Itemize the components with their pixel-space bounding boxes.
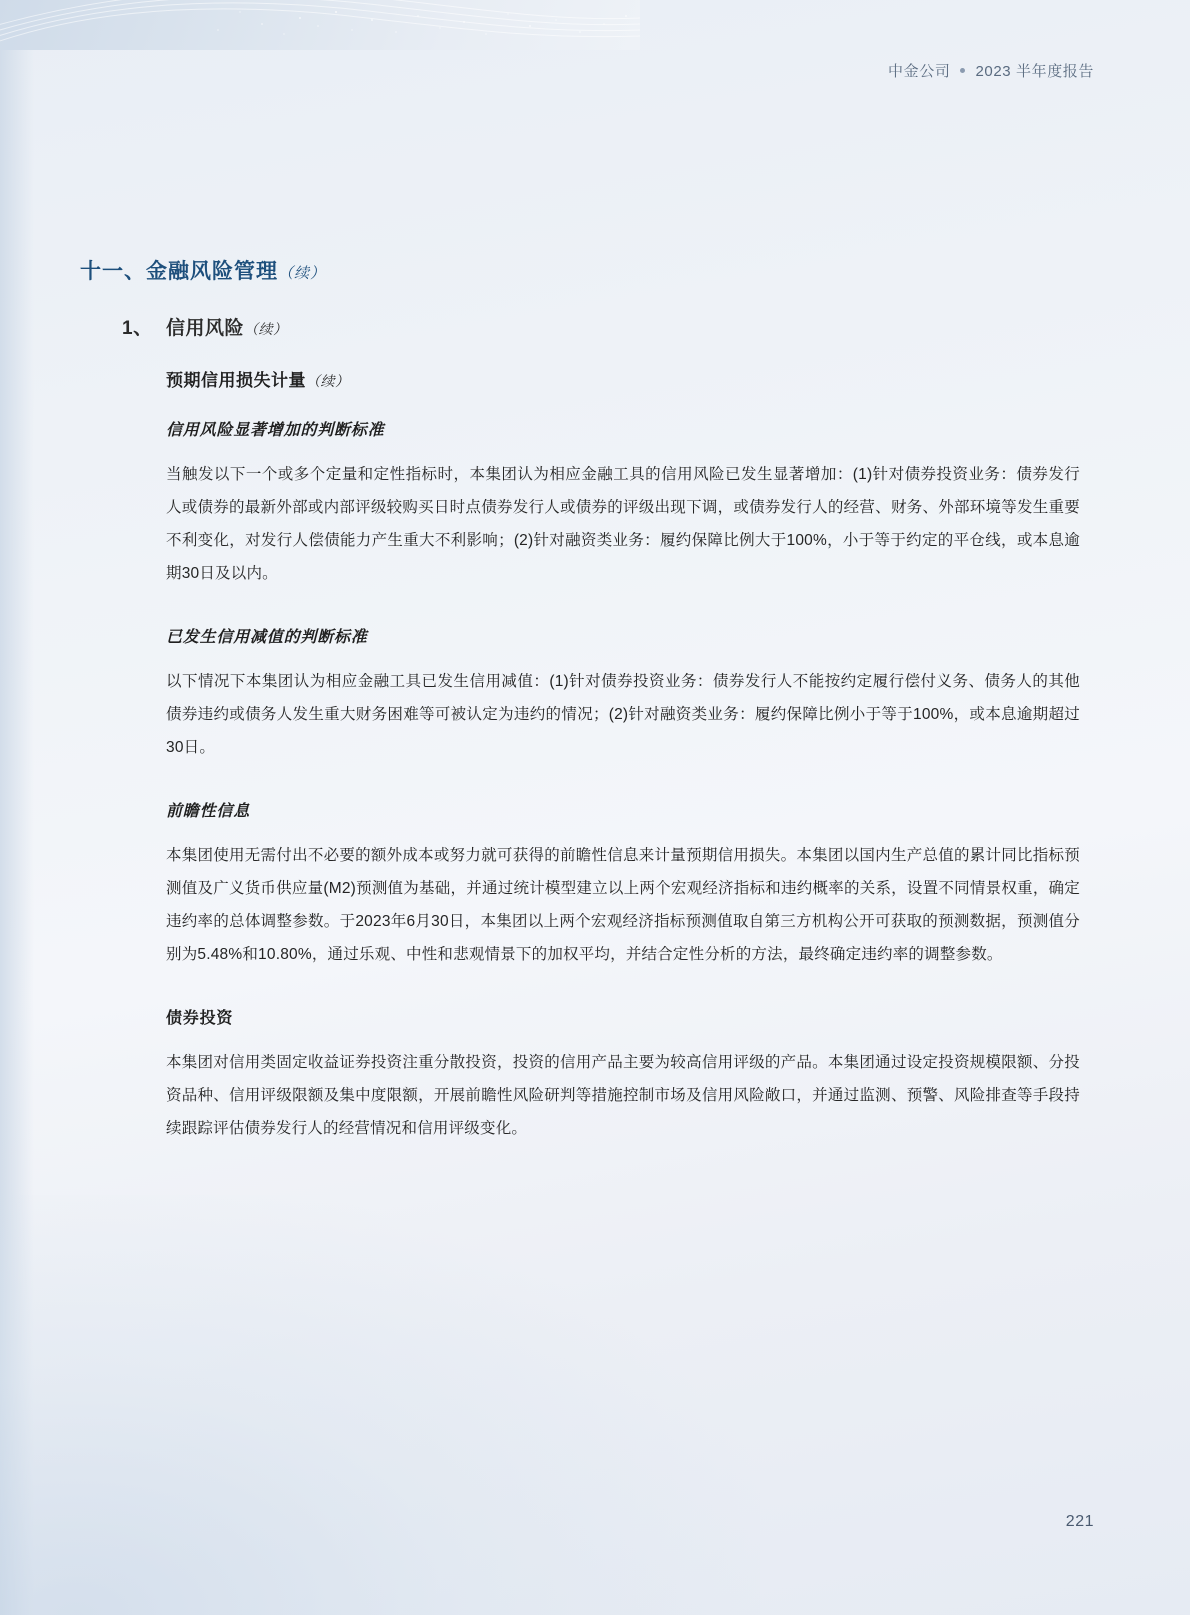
subsection-number: 1、 (122, 318, 153, 339)
subsection-body (166, 366, 1080, 1145)
paragraph-credit-impaired: 以下情况下本集团认为相应金融工具已发生信用减值：(1)针对债券投资业务：债券发行人不能按约定履行偿付义务、债务人的其他债券违约或债务人发生重大财务困难等可被认定为违约的情况；(2)针对融资类业务：履约保障比例小于等于100%，或本息逾期超过30日。 (166, 673, 1080, 756)
page-number: 221 (1065, 1513, 1094, 1530)
header-company: 中金公司 (888, 63, 951, 80)
subsection-title: 信用风险 (166, 318, 245, 339)
heading-forward-looking: 前瞻性信息 (166, 803, 251, 820)
header-report-title: 2023 半年度报告 (975, 63, 1094, 80)
paragraph-significant-increase: 当触发以下一个或多个定量和定性指标时，本集团认为相应金融工具的信用风险已发生显著增加：(1)针对债券投资业务：债券发行人或债券的最新外部或内部评级较购买日时点债券发行人或债券的评级出现下调，或债券发行人的经营、财务、外部环境等发生重要不利变化，对发行人偿债能力产生重大不利影响；(2)针对融资类业务：履约保障比例大于100%，小于等于约定的平仓线，或本息逾期30日及以内。 (166, 466, 1080, 582)
bullet-dot-icon (960, 68, 965, 73)
heading-bond-investment: 债券投资 (166, 1010, 234, 1027)
heading-ecl-measurement-continued: （续） (306, 373, 350, 389)
decorative-header-band (0, 0, 640, 50)
heading-credit-impaired: 已发生信用减值的判断标准 (166, 629, 368, 646)
subsection-heading (122, 313, 1080, 340)
document-content (80, 255, 1080, 1145)
section-heading (80, 255, 1080, 285)
subsection-title-continued: （续） (244, 321, 288, 337)
heading-significant-increase: 信用风险显著增加的判断标准 (166, 422, 385, 439)
section-heading-text: 十一、金融风险管理 (80, 260, 278, 283)
decorative-swirl-icon (0, 0, 640, 50)
decorative-footer-gradient (0, 1195, 760, 1615)
subsection-title-wrap (166, 313, 288, 340)
section-heading-continued: （续） (278, 265, 327, 282)
heading-ecl-measurement-text: 预期信用损失计量 (166, 371, 306, 390)
decorative-left-edge (0, 0, 34, 1615)
paragraph-forward-looking: 本集团使用无需付出不必要的额外成本或努力就可获得的前瞻性信息来计量预期信用损失。本集团以国内生产总值的累计同比指标预测值及广义货币供应量(M2)预测值为基础，并通过统计模型建立以上两个宏观经济指标和违约概率的关系，设置不同情景权重，确定违约率的总体调整参数。于2023年6月30日，本集团以上两个宏观经济指标预测值取自第三方机构公开可获取的预测数据，预测值分别为5.48%和10.80%，通过乐观、中性和悲观情景下的加权平均，并结合定性分析的方法，最终确定违约率的调整参数。 (166, 847, 1080, 963)
heading-ecl-measurement (166, 366, 1080, 391)
paragraph-bond-investment: 本集团对信用类固定收益证券投资注重分散投资，投资的信用产品主要为较高信用评级的产品。本集团通过设定投资规模限额、分投资品种、信用评级限额及集中度限额，开展前瞻性风险研判等措施控制市场及信用风险敞口，并通过监测、预警、风险排查等手段持续跟踪评估债券发行人的经营情况和信用评级变化。 (166, 1054, 1080, 1137)
page-header (888, 60, 1094, 81)
